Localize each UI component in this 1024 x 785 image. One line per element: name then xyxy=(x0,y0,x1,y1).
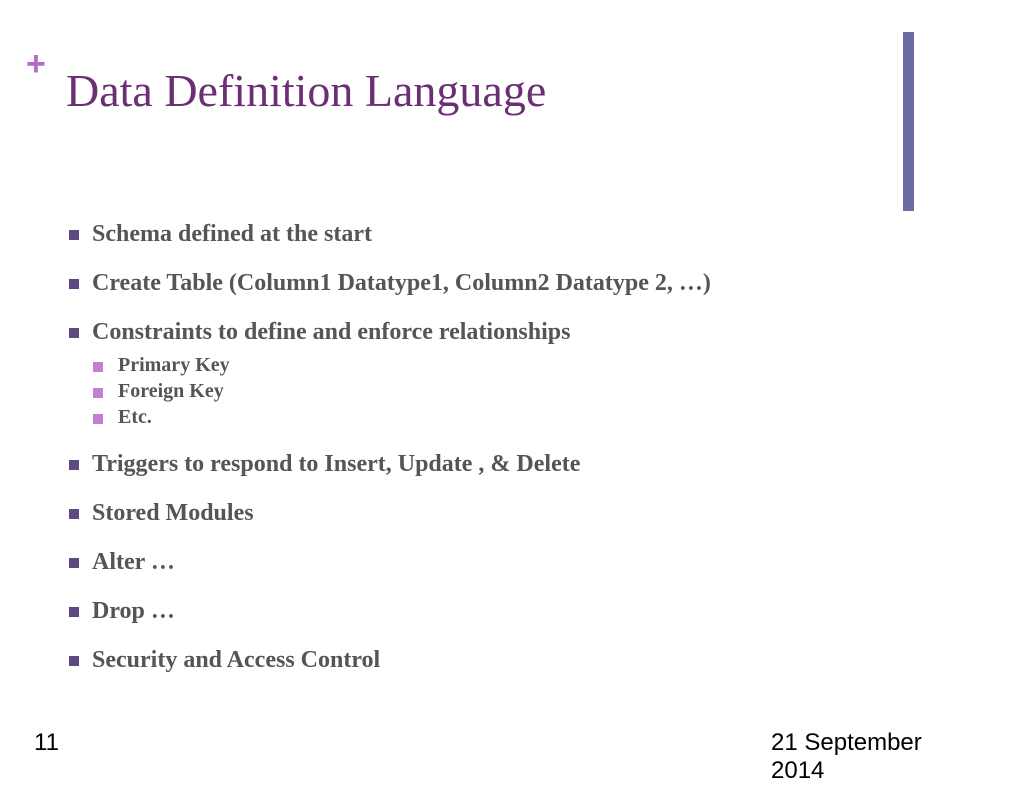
square-bullet-icon xyxy=(69,328,79,338)
bullet-text: Drop … xyxy=(92,598,175,624)
bullet-text: Triggers to respond to Insert, Update , & Delete xyxy=(92,451,581,477)
bullet-item xyxy=(66,218,906,250)
bullet-item xyxy=(66,546,906,578)
sub-bullet-text: Foreign Key xyxy=(118,380,224,402)
bullet-item xyxy=(66,267,906,299)
square-bullet-icon xyxy=(69,460,79,470)
sub-bullet-text: Etc. xyxy=(118,406,152,428)
bullet-item xyxy=(66,316,906,348)
bullet-text: Alter … xyxy=(92,549,175,575)
bullet-list xyxy=(66,218,906,693)
bullet-text: Security and Access Control xyxy=(92,647,381,673)
square-bullet-icon xyxy=(69,656,79,666)
bullet-item xyxy=(66,644,906,676)
square-bullet-icon xyxy=(69,558,79,568)
bullet-item xyxy=(66,497,906,529)
bullet-text: Create Table (Column1 Datatype1, Column2 Datatype 2, …) xyxy=(92,270,711,296)
bullet-text: Constraints to define and enforce relationships xyxy=(92,319,571,345)
sub-bullet-text: Primary Key xyxy=(118,354,230,376)
square-bullet-icon xyxy=(69,607,79,617)
square-sub-bullet-icon xyxy=(93,362,103,372)
bullet-text: Schema defined at the start xyxy=(92,221,372,247)
bullet-item xyxy=(66,448,906,480)
bullet-text: Stored Modules xyxy=(92,500,254,526)
accent-bar xyxy=(903,32,914,211)
square-bullet-icon xyxy=(69,509,79,519)
plus-icon: + xyxy=(26,45,46,83)
square-sub-bullet-icon xyxy=(93,388,103,398)
square-bullet-icon xyxy=(69,230,79,240)
square-bullet-icon xyxy=(69,279,79,289)
sub-bullet-item xyxy=(92,378,906,404)
sub-bullet-list xyxy=(92,352,906,430)
bullet-item xyxy=(66,595,906,627)
slide-title: Data Definition Language xyxy=(66,65,547,116)
sub-bullet-item xyxy=(92,404,906,430)
slide-date: 21 September 2014 xyxy=(771,729,922,784)
sub-bullet-item xyxy=(92,352,906,378)
slide-number: 11 xyxy=(34,729,59,756)
square-sub-bullet-icon xyxy=(93,414,103,424)
